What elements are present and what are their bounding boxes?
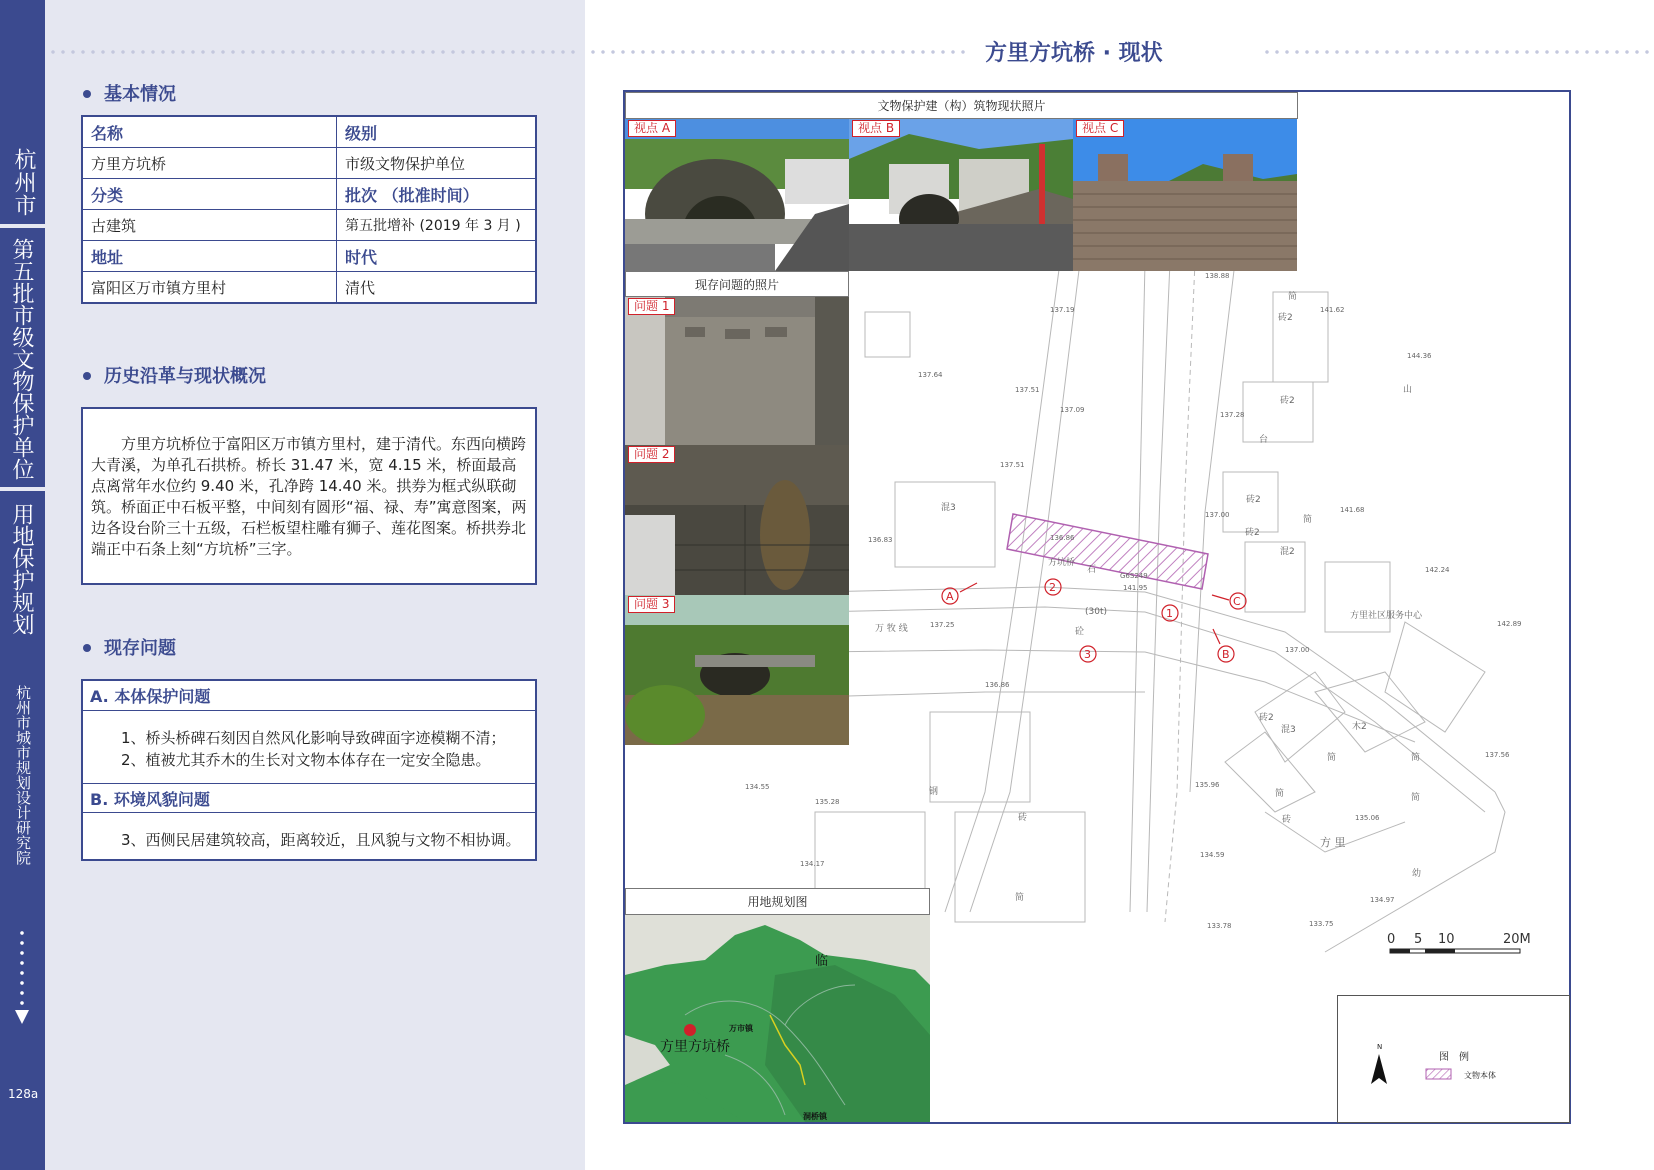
elevation-label: 137.00 xyxy=(1285,646,1310,654)
relic-area xyxy=(1007,514,1208,589)
table-cell: 富阳区万市镇方里村 xyxy=(83,272,337,302)
issue-b-title: B. 环境风貌问题 xyxy=(83,783,535,813)
elevation-label: 137.51 xyxy=(1015,386,1040,394)
dotted-divider xyxy=(588,50,968,54)
section-title-issues: 现存问题 xyxy=(104,638,176,659)
viewpoint-tag: 视点 B xyxy=(852,120,900,137)
issue-a-title: A. 本体保护问题 xyxy=(83,681,535,711)
legend-item: 文物本体 xyxy=(1464,1071,1496,1080)
elevation-label: 142.24 xyxy=(1425,566,1450,574)
elevation-label: 135.28 xyxy=(815,798,840,806)
elevation-label: 134.55 xyxy=(745,783,770,791)
section-title-history: 历史沿革与现状概况 xyxy=(104,366,266,387)
elevation-label: 137.28 xyxy=(1220,411,1245,419)
building-label: 方 里 xyxy=(1320,836,1346,849)
problem-marker: 3 xyxy=(1084,648,1091,661)
problem-marker: 2 xyxy=(1049,581,1056,594)
bullet-icon xyxy=(83,372,91,380)
photo-viewpoint-b xyxy=(849,119,1073,271)
building-label: 砖 xyxy=(1282,815,1292,825)
building-label: 山 xyxy=(1403,385,1413,395)
issue-item: 1、桥头桥碑石刻因自然风化影响导致碑面字迹模糊不清； xyxy=(121,729,506,747)
sidebar-divider xyxy=(0,224,45,228)
elevation-label: 136.86 xyxy=(1050,534,1075,542)
elevation-label: 135.06 xyxy=(1355,814,1380,822)
table-cell: 第五批增补 (2019 年 3 月 ) xyxy=(337,210,535,241)
building-label: 万 牧 线 xyxy=(875,624,908,634)
elevation-label: 136.83 xyxy=(868,536,893,544)
elevation-label: 137.00 xyxy=(1205,511,1230,519)
dotted-divider xyxy=(1262,50,1652,54)
page-title: 方里方坑桥 · 现状 xyxy=(985,41,1163,66)
elevation-label: 137.51 xyxy=(1000,461,1025,469)
building-label: 石 xyxy=(1087,565,1097,575)
photo-problem-2 xyxy=(625,445,849,595)
problem-marker: 1 xyxy=(1166,607,1173,620)
table-cell: 清代 xyxy=(345,278,376,297)
building-label: 砖2 xyxy=(1278,313,1293,323)
landuse-caption: 用地规划图 xyxy=(625,888,930,915)
elevation-label: 136.86 xyxy=(985,681,1010,689)
building-label: 简 xyxy=(1288,292,1298,302)
problem-tag: 问题 1 xyxy=(628,298,675,315)
bullet-icon xyxy=(83,90,91,98)
elevation-label: 137.64 xyxy=(918,371,943,379)
building-label: 简 xyxy=(1015,893,1025,903)
sidebar-divider xyxy=(0,487,45,491)
building-label: (30t) xyxy=(1085,607,1108,617)
table-cell: 时代 xyxy=(337,241,535,272)
down-arrow-icon xyxy=(15,1010,29,1024)
building-label: 砖 xyxy=(1018,813,1028,823)
elevation-label: 134.59 xyxy=(1200,851,1225,859)
table-cell: 市级文物保护单位 xyxy=(337,148,535,179)
elevation-label: 144.36 xyxy=(1407,352,1432,360)
sidebar-institute: 杭州市城市规划设计研究院 xyxy=(14,685,32,865)
building-label: 砖2 xyxy=(1280,396,1295,406)
building-label: 台 xyxy=(1259,435,1269,445)
building-label: 混2 xyxy=(1280,547,1295,557)
north-arrow-icon xyxy=(1371,1054,1387,1084)
section-title-basic: 基本情况 xyxy=(104,84,176,105)
landuse-map xyxy=(625,915,930,1122)
viewpoint-marker: B xyxy=(1222,648,1230,661)
table-cell: 级别 xyxy=(337,117,535,148)
scale-label: 0 xyxy=(1387,932,1396,947)
building-label: 砼 xyxy=(1075,627,1085,637)
photos-caption: 文物保护建（构）筑物现状照片 xyxy=(625,92,1298,119)
sidebar-city: 杭州市 xyxy=(11,148,36,217)
viewpoint-marker: C xyxy=(1233,595,1241,608)
elevation-label: 137.25 xyxy=(930,621,955,629)
elevation-label: 133.75 xyxy=(1309,920,1334,928)
map-label: 方里方坑桥 xyxy=(660,1039,730,1055)
problem-photos-caption: 现存问题的照片 xyxy=(625,271,849,297)
issue-item: 3、西侧民居建筑较高，距离较近，且风貌与文物不相协调。 xyxy=(121,831,521,849)
building-label: 简 xyxy=(1411,793,1421,803)
elevation-label: 134.97 xyxy=(1370,896,1395,904)
table-cell: 古建筑 xyxy=(83,210,337,241)
scale-label: 10 xyxy=(1438,932,1455,947)
table-cell: 方里方坑桥 xyxy=(83,148,337,179)
building-label: 简 xyxy=(1303,515,1313,525)
elevation-label: 137.19 xyxy=(1050,306,1075,314)
map-label: 临 xyxy=(815,954,829,969)
bullet-icon xyxy=(83,644,91,652)
elevation-label: 133.78 xyxy=(1207,922,1232,930)
issue-item: 2、植被尤其乔木的生长对文物本体存在一定安全隐患。 xyxy=(121,751,491,769)
sidebar-topic: 用地保护规划 xyxy=(9,503,34,635)
elevation-label: 141.95 xyxy=(1123,584,1148,592)
building-label: 混3 xyxy=(941,503,956,513)
building-label: 简 xyxy=(1275,789,1285,799)
legend xyxy=(1337,995,1570,1123)
elevation-label: 134.17 xyxy=(800,860,825,868)
photo-viewpoint-c xyxy=(1073,119,1297,271)
sidebar-series: 第五批市级文物保护单位 xyxy=(9,238,34,480)
scale-label: 5 xyxy=(1414,932,1423,947)
elevation-label: 138.88 xyxy=(1205,272,1230,280)
problem-tag: 问题 2 xyxy=(628,446,675,463)
elevation-label: 137.56 xyxy=(1485,751,1510,759)
info-table xyxy=(81,115,537,304)
photo-viewpoint-a xyxy=(625,119,849,271)
elevation-label: 141.62 xyxy=(1320,306,1345,314)
building-label: 砖2 xyxy=(1246,495,1261,505)
building-label: 钢 xyxy=(929,787,939,797)
elevation-label: 142.89 xyxy=(1497,620,1522,628)
building-label: 方里社区服务中心 xyxy=(1350,611,1423,621)
viewpoint-tag: 视点 C xyxy=(1076,120,1124,137)
building-label: 砖2 xyxy=(1245,528,1260,538)
elevation-label: 141.68 xyxy=(1340,506,1365,514)
table-cell: 批次 （批准时间） xyxy=(337,179,535,210)
history-text: 方里方坑桥位于富阳区万市镇方里村，建于清代。东西向横跨大青溪，为单孔石拱桥。桥长 31.47 米，宽 4.15 米，桥面最高点离常年水位约 9.40 米，孔净跨 14.40 米。拱券为框式纵联砌筑。桥面正中石板平整，中间刻有圆形“福、禄、寿”寓意图案，两边各设台阶三十五级，石栏板望柱雕有狮子、莲花图案。桥拱券北端正中石条上刻“方坑桥”三字。 xyxy=(81,407,537,585)
building-label: 幼 xyxy=(1412,869,1422,879)
table-cell: 地址 xyxy=(83,241,337,272)
issues-box xyxy=(81,679,537,861)
dotted-divider xyxy=(48,50,580,54)
viewpoint-tag: 视点 A xyxy=(628,120,676,137)
elevation-label: 135.96 xyxy=(1195,781,1220,789)
legend-title: 图 例 xyxy=(1439,1052,1469,1063)
table-cell: 分类 xyxy=(83,179,337,210)
scale-label: 20M xyxy=(1503,932,1531,947)
photo-problem-3 xyxy=(625,595,849,745)
building-label: 简 xyxy=(1327,753,1337,763)
elevation-label: 137.09 xyxy=(1060,406,1085,414)
photo-problem-1 xyxy=(625,297,849,445)
building-label: 方坑桥 xyxy=(1048,558,1076,568)
page-number: 128a xyxy=(8,1087,39,1101)
building-label: 混3 xyxy=(1281,725,1296,735)
table-cell: 名称 xyxy=(83,117,337,148)
building-label: 木2 xyxy=(1352,722,1367,732)
sidebar-dots xyxy=(20,928,24,1018)
viewpoint-marker: A xyxy=(946,590,954,603)
problem-tag: 问题 3 xyxy=(628,596,675,613)
building-label: 简 xyxy=(1411,753,1421,763)
map-label: 洞桥镇 xyxy=(803,1112,827,1121)
building-label: 砖2 xyxy=(1259,713,1274,723)
road-label: G6S249 xyxy=(1120,572,1148,580)
north-label: N xyxy=(1377,1043,1383,1051)
map-label: 万市镇 xyxy=(729,1024,753,1033)
